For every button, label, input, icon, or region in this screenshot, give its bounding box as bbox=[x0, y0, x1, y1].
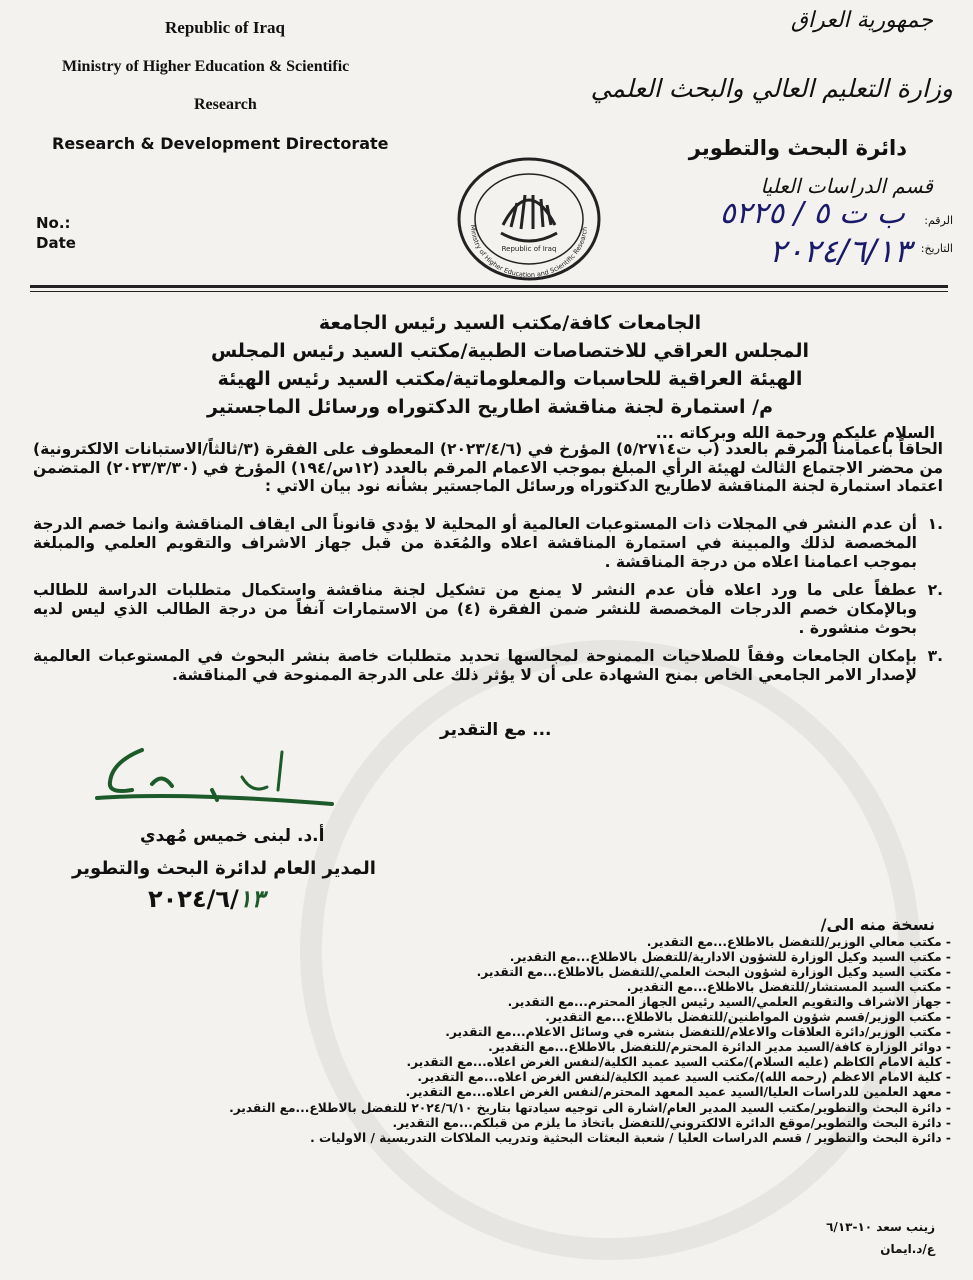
ref-label-ar: الرقم: bbox=[924, 214, 953, 227]
item-number: .١ bbox=[927, 515, 943, 533]
list-item: - دائرة البحث والتطوير / قسم الدراسات العليا / شعبة البعثات البحثية وتدريب الملاكات التدريسية / الاوليات . bbox=[91, 1131, 951, 1146]
letter-body: الحاقاً باعمامنا المرقم بالعدد (ب ت٥/٢٧١٤) المؤرخ في (٢٠٢٣/٤/٦) المعطوف على الفقرة (٣/ثالثاً/الاستبانات الالكترونية) من محضر الاجتماع الثالث لهيئة الرأي المبلغ بموجب الاعمام المرقم بالعدد (١٢س/١٩٤) المؤرخ في (٢٠٢٣/٣/٣٠) المتضمن اعتماد استمارة لجنة المناقشة لاطاريح الدكتوراه ورسائل الماجستير بشأنه نود بيان الاتي : bbox=[32, 440, 943, 495]
list-item: - كلية الامام الكاظم (عليه السلام)/مكتب السيد عميد الكلية/لنفس الغرض اعلاه...مع التقدير. bbox=[91, 1055, 951, 1070]
item-number: .٢ bbox=[927, 581, 943, 599]
item-text: أن عدم النشر في المجلات ذات المستوعبات العالمية أو المحلية لا يؤدي قانوناً الى ايقاف المناقشة وانما خصم الدرجة المخصصة لذلك والمبينة في استمارة المناقشة اعلاه والمُعَدة من قبل جهاز الاشراف والتقويم العلمي والمبلغة بموجب اعمامنا اعلاه من درجة المناقشة . bbox=[33, 515, 917, 571]
copies-list bbox=[91, 935, 951, 1146]
signature-day-handwritten: ١٣ bbox=[238, 885, 265, 913]
reviewer-initials: ع/د.ايمان bbox=[880, 1242, 935, 1256]
addressee-line: الهيئة العراقية للحاسبات والمعلوماتية/مكتب السيد رئيس الهيئة bbox=[217, 368, 803, 390]
list-item: - مكتب الوزير/قسم شؤون المواطنين/للتفضل بالاطلاع...مع التقدير. bbox=[91, 1010, 951, 1025]
handwritten-signature bbox=[92, 742, 342, 812]
addressee-line: المجلس العراقي للاختصاصات الطبية/مكتب السيد رئيس المجلس bbox=[210, 340, 810, 362]
list-item bbox=[33, 581, 943, 638]
typist-initials: زينب سعد ١٠-٦/١٣ bbox=[826, 1220, 935, 1234]
list-item: - دائرة البحث والتطوير/موقع الدائرة الالكتروني/للتفضل باتخاذ ما يلزم من قبلكم...مع التقدير. bbox=[91, 1116, 951, 1131]
svg-text:Republic of Iraq: Republic of Iraq bbox=[501, 245, 557, 253]
directorate-name-ar: دائرة البحث والتطوير bbox=[688, 136, 907, 160]
list-item: - دوائر الوزارة كافة/السيد مدير الدائرة المحترم/للتفضل بالاطلاع...مع التقدير. bbox=[91, 1040, 951, 1055]
list-item: - كلية الامام الاعظم (رحمه الله)/مكتب السيد عميد الكلية/لنفس الغرض اعلاه...مع التقدير. bbox=[91, 1070, 951, 1085]
list-item bbox=[33, 515, 943, 572]
list-item: - مكتب السيد وكيل الوزارة للشؤون الادارية/للتفضل بالاطلاع...مع التقدير. bbox=[91, 950, 951, 965]
copies-heading: نسخة منه الى/ bbox=[820, 915, 935, 934]
country-name-en: Republic of Iraq bbox=[165, 18, 285, 37]
letter-date: ٢٠٢٤/٦/١٣ bbox=[769, 232, 911, 270]
reference-number: ب ت ٥ / ٥٢٢٥ bbox=[719, 196, 905, 231]
header-rule-thin bbox=[30, 291, 948, 292]
signature-date bbox=[148, 885, 265, 913]
signer-name: أ.د. لبنى خميس مُهدي bbox=[140, 826, 325, 846]
ministry-seal-logo bbox=[455, 155, 603, 283]
directorate-name-en: Research & Development Directorate bbox=[52, 134, 389, 153]
list-item: - معهد العلمين للدراسات العليا/السيد عميد المعهد المحترم/لنفس الغرض اعلاه...مع التقدير. bbox=[91, 1085, 951, 1100]
list-item: - مكتب معالي الوزير/للتفضل بالاطلاع...مع التقدير. bbox=[91, 935, 951, 950]
list-item bbox=[33, 647, 943, 685]
letter-subject: م/ استمارة لجنة مناقشة اطاريح الدكتوراه ورسائل الماجستير bbox=[206, 396, 774, 418]
item-text: بإمكان الجامعات وفقاً للصلاحيات الممنوحة لمجالسها تحديد متطلبات خاصة بنشر البحوث في المستوعبات العالمية لإصدار الامر الجامعي الخاص بمنح الشهادة على أن لا يؤثر ذلك على الدرجة الممنوحة في المناقشة. bbox=[33, 647, 917, 684]
points-list bbox=[33, 515, 943, 694]
list-item: - مكتب السيد المستشار/للتفضل بالاطلاع...مع التقدير. bbox=[91, 980, 951, 995]
greeting: السلام عليكم ورحمة الله وبركاته ... bbox=[655, 423, 935, 442]
item-text: عطفاً على ما ورد اعلاه فأن عدم النشر لا يمنع من تشكيل لجنة مناقشة واستكمال متطلبات الدراسة للطالب وبالإمكان خصم الدرجات المخصصة للنشر ضمن الفقرة (٤) من الاستمارات آنفاً من درجة الطالب الذي ليس لديه بحوث منشورة . bbox=[33, 581, 917, 637]
header-rule bbox=[30, 285, 948, 288]
list-item: - دائرة البحث والتطوير/مكتب السيد المدير العام/اشارة الى توجيه سيادتها بتاريخ ٢٠٢٤/٦/١٠ للتفضل بالاطلاع...مع التقدير. bbox=[91, 1101, 951, 1116]
list-item: - مكتب الوزير/دائرة العلاقات والاعلام/للتفضل بنشره في وسائل الاعلام...مع التقدير. bbox=[91, 1025, 951, 1040]
list-item: - مكتب السيد وكيل الوزارة لشؤون البحث العلمي/للتفضل بالاطلاع...مع التقدير. bbox=[91, 965, 951, 980]
date-label-en: Date bbox=[36, 234, 76, 252]
ministry-name-ar: وزارة التعليم العالي والبحث العلمي bbox=[590, 74, 953, 103]
ministry-name-en-cont: Research bbox=[194, 96, 257, 113]
list-item: - جهاز الاشراف والتقويم العلمي/السيد رئيس الجهاز المحترم...مع التقدير. bbox=[91, 995, 951, 1010]
closing-regards: ... مع التقدير bbox=[440, 720, 552, 740]
signature-date-printed: ٢٠٢٤/٦/ bbox=[148, 885, 239, 913]
svg-text:Ministry of Higher Education a: Ministry of Higher Education and Scientific Research bbox=[468, 224, 589, 279]
ministry-name-en: Ministry of Higher Education & Scientific bbox=[62, 58, 350, 75]
addressee-line: الجامعات كافة/مكتب السيد رئيس الجامعة bbox=[318, 312, 702, 334]
ref-label-en: No.: bbox=[36, 214, 71, 232]
department-name-ar: قسم الدراسات العليا bbox=[760, 174, 933, 198]
date-label-ar: التاريخ: bbox=[920, 242, 953, 255]
country-name-ar: جمهورية العراق bbox=[790, 8, 933, 33]
signer-title: المدير العام لدائرة البحث والتطوير bbox=[72, 858, 376, 879]
item-number: .٣ bbox=[927, 647, 943, 665]
